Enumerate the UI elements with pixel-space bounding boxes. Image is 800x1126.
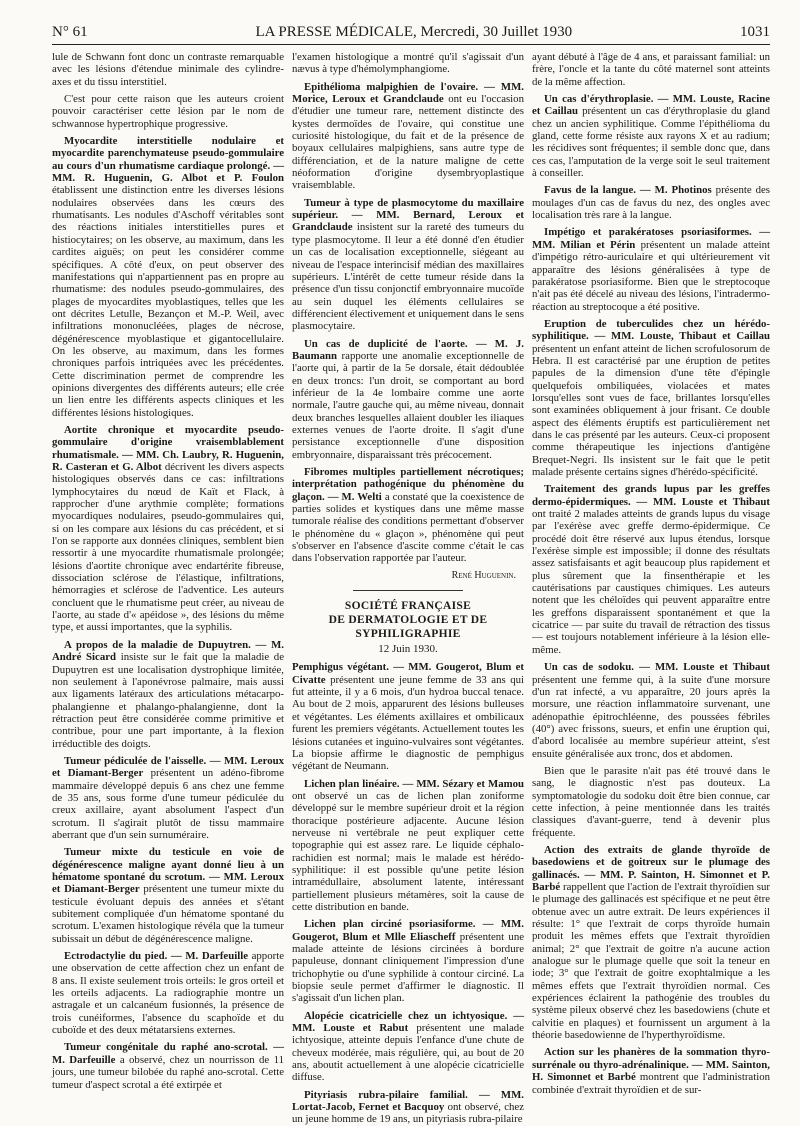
paragraph-text: présentent un cas d'érythroplasie du gland chez un ancien syphilitique. Comme l'épithélioma du gland, cette forme résiste aux rayons X et au radium; les récidives sont fréquentes; il semble donc que, dans ces cas, l'amputation de la verge soit le seul traitement à conseiller. bbox=[532, 105, 771, 180]
abstract-paragraph bbox=[292, 661, 524, 772]
abstract-paragraph bbox=[532, 844, 770, 1042]
society-title-line-2: DE DERMATOLOGIE ET DE SYPHILIGRAPHIE bbox=[328, 614, 488, 641]
page-header bbox=[52, 22, 770, 42]
abstract-heading: Fibromes multiples partiellement nécrotiques; interprétation pathogénique du phénomène du glaçon. — M. Welti bbox=[292, 466, 524, 503]
abstract-paragraph bbox=[292, 338, 524, 461]
society-title-line-1: SOCIÉTÉ FRANÇAISE bbox=[344, 600, 472, 613]
text-paragraph bbox=[292, 51, 524, 76]
paragraph-text: a constaté que la coexistence de parties solides et kystiques dans une même masse tumorale réalise des conditions permettant d'observer le phénomène du « glaçon », phénomène qui peut s'observer en l'absence d'ascite comme c'était le cas dans l'observation rapportée par l'auteur. bbox=[292, 490, 524, 565]
paragraph-text: présentent un adéno-fibrome mammaire développé depuis 6 ans chez une femme de 35 ans, sous forme d'une tumeur pédiculée du creux axillaire, ayant absolument l'aspect d'un scrotum. Il s'agirait plutôt de tissu mammaire aberrant que d'un sein surnuméraire. bbox=[52, 767, 284, 841]
text-paragraph bbox=[532, 765, 770, 839]
abstract-paragraph bbox=[532, 483, 770, 656]
abstract-paragraph bbox=[52, 755, 284, 841]
abstract-paragraph bbox=[52, 846, 284, 945]
paragraph-text: ayant débuté à l'âge de 4 ans, et paraissant familial: un frère, l'oncle et la tante du côté maternel sont atteints de la même affection. bbox=[532, 51, 770, 88]
header-rule bbox=[52, 44, 770, 45]
column-left bbox=[52, 51, 285, 1091]
abstract-heading: Tumeur mixte du testicule en voie de dégénérescence maligne ayant donné lieu à un hématome spontané du scrotum. — MM. Leroux et Diamant-Berger bbox=[52, 846, 284, 896]
column-middle bbox=[292, 51, 525, 1126]
paragraph-text: C'est pour cette raison que les auteurs croient pouvoir caractériser cette lésion par le nom de schwannose hypertrophique progressive. bbox=[52, 93, 284, 130]
abstract-paragraph bbox=[52, 135, 284, 419]
abstract-paragraph bbox=[52, 424, 284, 634]
abstract-paragraph bbox=[292, 778, 524, 914]
abstract-paragraph bbox=[52, 950, 284, 1036]
abstract-heading: Action sur les phanères de la sommation thyro-surrénale ou thyro-adrénalinique. — MM. Sainton, H. Simonnet et Barbé bbox=[532, 1046, 770, 1084]
section-divider bbox=[353, 590, 463, 591]
abstract-heading: Lichen plan circiné psoriasiforme. — MM. Gougerot, Blum et Mlle Eliascheff bbox=[292, 918, 524, 943]
paragraph-text: rapporte une anomalie exceptionnelle de l'aorte qui, à partir de la 5e dorsale, était dédoublée en deux troncs: l'un droit, se comportant au bord inférieur de la 4e lombaire comme une aorte normale, l'autre gauche qui, au même niveau, donnait deux branches lesquelles allaient doubler les iliaques externes venues de l'aorte droite. Il s'agit d'une persistance exceptionnelle d'une disposition embryonnaire, disparaissant très précocement. bbox=[292, 349, 524, 461]
paragraph-text: ont observé un cas de lichen plan zoniforme développé sur le membre supérieur droit et la région thoracique postérieure adjacente. Aucune lésion nerveuse ni vertébrale ne peut expliquer cette topographie qui est assez rare. Le liquide céphalo-rachidien est normal; mais le malade est hérédo-syphilitique: il est possible qu'une petite lésion intramédullaire, absolument latente, intéressant partiellement plusieurs métamères, soit la cause de cette distribution en bande. bbox=[292, 789, 524, 913]
paragraph-text: a observé, chez un nourrisson de 11 jours, une tumeur bilobée du raphé ano-scrotal. Cette tumeur d'aspect scrotal a été extirpée et bbox=[52, 1053, 284, 1091]
abstract-heading: Epithélioma malpighien de l'ovaire. — MM. Morice, Leroux et Grandclaude bbox=[292, 80, 524, 106]
paragraph-text: présentent une malade ichtyosique, atteinte depuis l'enfance d'une chute de cheveux modérée, mais régulière, qui, au bout de 20 ans, aboutit actuellement à une alopécie cicatricielle diffuse. bbox=[292, 1022, 525, 1084]
abstract-heading: Eruption de tuberculides chez un hérédo-syphilitique. — MM. Louste, Thibaut et Caillau bbox=[532, 317, 770, 343]
abstract-paragraph bbox=[532, 184, 770, 221]
paragraph-text: présente des moulages d'un cas de favus du nez, des ongles avec localisation très rare à la langue. bbox=[532, 184, 770, 222]
abstract-heading: Lichen plan linéaire. — MM. Sézary et Mamou bbox=[304, 777, 524, 790]
abstract-heading: Alopécie cicatricielle chez un ichtyosique. — MM. Louste et Rabut bbox=[292, 1009, 524, 1035]
abstract-paragraph bbox=[532, 93, 770, 179]
abstract-heading: Un cas de sodoku. — MM. Louste et Thibaut bbox=[544, 661, 770, 674]
paragraph-text: ont traité 2 malades atteints de grands lupus du visage par l'exérèse avec greffe dermo-épidermique. Ce procédé doit être réservé aux lupus étendus, lorsque l'exérèse simple est impossible; il donne des résultats assez satisfaisants et agit beaucoup plus rapidement et plus sûrement que la finsenthérapie et les cautérisations par caustiques chimiques. Les auteurs notent que les chéloïdes qui peuvent apparaître entre les greffons disparaissent spontanément et que la cicatrice — par suite du travail de rétraction des tissus — est toujours notablement inférieure à la lésion elle-même. bbox=[532, 508, 770, 656]
paragraph-text: présentent une femme qui, à la suite d'une morsure d'un rat infecté, a vu apparaître, 20 jours après la morsure, une réaction inflammatoire survenant, une adénopathie épitrochléenne, des poussées fébriles (40°) avec frissons, sueurs, et enfin une éruption qui, d'abord localisée au membre supérieur atteint, s'est ensuite généralisée aux tronc, dos et abdomen. bbox=[532, 673, 770, 760]
paragraph-text: présentent un enfant atteint de lichen scrofulosorum de Hebra. Il est caractérisé par une éruption de petites papules de la dimension d'une tête d'épingle quelquefois ombiliquées, violacées et mates lorsqu'elles sont vues de face, brillantes lorsqu'elles sont examinées obliquement à jour frisant. Ce double aspect des éléments éruptifs est particulièrement net dans le cas présenté par les auteurs. Ceux-ci proposent comme thérapeutique les injections d'antigène Brequet-Negri. Ils insistent sur le fait que le petit malade présente certains signes d'hérédo-spécificité. bbox=[532, 342, 770, 478]
abstract-heading: Favus de la langue. — M. Photinos bbox=[544, 184, 712, 197]
abstract-heading: Myocardite interstitielle nodulaire et myocardite parenchymateuse pseudo-gommulaire au cours d'un rhumatisme cardiaque prolongé. — MM. R. Huguenin, G. Albot et P. Foulon bbox=[52, 135, 284, 185]
abstract-heading: Tumeur à type de plasmocytome du maxillaire supérieur. — MM. Bernard, Leroux et Grandclaude bbox=[292, 196, 524, 234]
paragraph-text: présentent une malade atteinte de lésions circinées à bordure papuleuse, donnant cliniquement l'impression d'une trichophytie ou d'une syphilide à contour circiné. La biopsie seule permet d'affirmer le diagnostic. Il s'agissait d'un lichen plan. bbox=[292, 930, 525, 1005]
abstract-paragraph bbox=[52, 1041, 284, 1090]
abstract-heading: A propos de la maladie de Dupuytren. — M. André Sicard bbox=[52, 638, 284, 664]
text-paragraph bbox=[52, 93, 284, 130]
paragraph-text: ont observé, chez un jeune homme de 19 ans, un pityriasis rubra-pilaire bbox=[292, 1101, 524, 1126]
paragraph-text: présentent un malade atteint d'impétigo rétro-auriculaire et qui ultérieurement vit apparaître des lésions généralisées à type de parakératose psoriasiforme. Bien que le streptocoque n'ait pas été décelé au niveau des lésions, l'intradermo-réaction au streptocoque a été positive. bbox=[532, 238, 771, 313]
paragraph-text: insistent sur la rareté des tumeurs du type plasmocytome. Il leur a été donné d'en étudier un cas de localisation exceptionnelle, siégeant au niveau de l'espace interincisif médian des maxillaires supérieurs. L'intérêt de cette tumeur réside dans la présence d'un tissu conjonctif embryonnaire mucoïde au sein duquel les éléments cellulaires se différencient électivement et uniquement dans le sens plasmocytaire. bbox=[292, 221, 524, 333]
journal-title: LA PRESSE MÉDICALE, Mercredi, 30 Juillet 1930 bbox=[255, 23, 573, 40]
issue-number: N° 61 bbox=[52, 23, 88, 40]
abstract-paragraph bbox=[292, 466, 524, 565]
abstract-heading: Action des extraits de glande thyroïde de basedowiens et de goitreux sur le plumage des gallinacés. — MM. P. Sainton, H. Simonnet et P. Barbé bbox=[532, 843, 770, 893]
paragraph-text: lule de Schwann font donc un contraste remarquable avec les lésions d'étendue minimale des cylindre-axes et du tissu interstitiel. bbox=[52, 51, 284, 88]
abstract-paragraph bbox=[292, 197, 524, 333]
abstract-paragraph bbox=[292, 1089, 524, 1126]
abstract-heading: Un cas de duplicité de l'aorte. — M. J. Baumann bbox=[292, 337, 524, 362]
signature: René Huguenin. bbox=[451, 569, 516, 581]
abstract-paragraph bbox=[532, 318, 770, 478]
abstract-heading: Impétigo et parakératoses psoriasiformes. — MM. Milian et Périn bbox=[532, 226, 770, 251]
paragraph-text: décrivent les divers aspects histologiques observés dans ce cas: infiltrations lymphocytaires du nœud de Kaït et Flack, à rapprocher d'une arythmie complète; formations myocardiques nodulaires, pseudo-gommulaires qui, si on les compare aux lésions du cas précédent, et si l'on se rapporte aux données cliniques, semblent bien ressortir à une myocardite rhumatismale prolongée; lésions d'aortite chronique avec endartérite fibreuse, dissociation sclérose de l'élastique, infiltrations, hémorragies et sclérose de l'adventice. Les auteurs concluent que le rhumatisme peut créer, au niveau de l'aorte, au stade d'« apéidose », des lésions du même type, et aussi importantes, que la syphilis. bbox=[52, 461, 284, 634]
paragraph-text: présentent une jeune femme de 33 ans qui fut atteinte, il y a 6 mois, d'un hydroa buccal tenace. Au bout de 2 mois, apparurent des lésions bulleuses et végétantes. Les éléments axillaires et ombilicaux furent les premiers végétants. Actuellement toutes les lésions cutanées et inguino-vulvaires sont végétantes. La biopsie affirme le diagnostic de pemphigus végétant de Neumann. bbox=[292, 673, 524, 773]
abstract-paragraph bbox=[292, 81, 524, 192]
session-date: 12 Juin 1930. bbox=[378, 643, 438, 656]
paragraph-text: présentent une tumeur mixte du testicule évoluant depuis des années et s'étant subitement compliquée d'un hématome spontané du scrotum. L'examen histologique révéla que la tumeur subissait un début de dégénérescence maligne. bbox=[52, 883, 285, 945]
paragraph-text: insiste sur le fait que la maladie de Dupuytren est une localisation dystrophique limitée, non seulement à l'aponévrose palmaire, mais aussi aux ligaments latéraux des articulations métacarpo-phalangienne et phalango-phalangienne, dont la rétraction peut être considérée comme primitive et contribue, pour une part importante, à la flexion irréductible des doigts. bbox=[52, 651, 284, 750]
abstract-heading: Pityriasis rubra-pilaire familial. — MM. Lortat-Jacob, Fernet et Bacquoy bbox=[292, 1088, 524, 1114]
page-number: 1031 bbox=[740, 23, 770, 40]
abstract-paragraph bbox=[532, 1046, 770, 1095]
abstract-paragraph bbox=[52, 639, 284, 750]
abstract-heading: Ectrodactylie du pied. — M. Darfeuille bbox=[64, 950, 248, 963]
abstract-heading: Pemphigus végétant. — MM. Gougerot, Blum et Civatte bbox=[292, 661, 524, 686]
text-paragraph bbox=[532, 51, 770, 88]
paragraph-text: rappellent que l'action de l'extrait thyroïdien sur le plumage des gallinacés est spécifique et ne peut être obtenue avec un autre extrait. De leurs expériences il résulte: 1° que l'extrait de corps thyroïde humain produit les mêmes effets que l'extrait thyroïdien animal; 2° que l'extrait de goitre n'a aucune action analogue sur le plumage quelle que soit la teneur en iode; 3° que l'extrait de goitre exophtalmique a les mêmes effets que l'extrait thyroïdien normal. Ces expériences éclairent la pathogénie des troubles du système pileux observé chez les basedowiens (chute et calvitie en plaques) et fournissent un argument à la théorie basedowienne de l'hyperthyroïdisme. bbox=[532, 881, 770, 1042]
abstract-paragraph bbox=[532, 661, 770, 760]
paragraph-text: ont eu l'occasion d'étudier une tumeur rare, nettement distincte des kystes dermoïdes de l'ovaire, qui constitue une curiosité histologique, du fait et de la présence de boyaux cellulaires malpighiens, sans autre type de différenciation, et de la nature maligne de cette néoformation d'origine dysembryoplastique vraisemblable. bbox=[292, 93, 524, 192]
column-right bbox=[532, 51, 771, 1096]
abstract-paragraph bbox=[532, 226, 770, 312]
abstract-paragraph bbox=[292, 918, 524, 1004]
abstract-heading: Aortite chronique et myocardite pseudo-gommulaire d'origine vraisemblablement rhumatismale. — MM. Ch. Laubry, R. Huguenin, R. Casteran et G. Albot bbox=[52, 423, 284, 473]
abstract-heading: Tumeur pédiculée de l'aisselle. — MM. Leroux et Diamant-Berger bbox=[52, 754, 284, 780]
abstract-heading: Tumeur congénitale du raphé ano-scrotal. — M. Darfeuille bbox=[52, 1041, 284, 1066]
abstract-heading: Traitement des grands lupus par les greffes dermo-épidermiques. — MM. Louste et Thibaut bbox=[532, 483, 770, 508]
paragraph-text: l'examen histologique a montré qu'il s'agissait d'un nævus à type d'hémolymphangiome. bbox=[292, 51, 524, 76]
abstract-paragraph bbox=[292, 1010, 524, 1084]
paragraph-text: apporte une observation de cette affection chez un enfant de 8 ans. Il existe seulement trois orteils: le gros orteil et les orteils adjacents. La radiographie montre un astragale et un calcanéum fusionnés, la présence de trois cunéiformes, l'absence du scaphoïde et du cuboïde et des deux métatarsiens externes. bbox=[52, 950, 284, 1037]
text-paragraph bbox=[52, 51, 284, 88]
paragraph-text: établissent une distinction entre les diverses lésions nodulaires observées dans les cœurs des rhumatisants. Les nodules d'Aschoff véritables sont des réactions initiales interstitielles pures et histiocytaires; on les observe, au maximum, dans les cardites aiguës; on peut les considérer comme spécifiques. A côté d'eux, on peut observer des manifestations qui n'appartiennent pas en propre au rhumatisme: des nodules pseudo-gommulaires, des plages de myocardites myoblastiques, telles que les ont décrites Letulle, Bezançon et M.-P. Weil, avec infiltrations mononucléées, plages de nécrose, dégénérescence myoblastique et gigantocellulaire. On les observe, au maximum, dans les formes chroniques parfois intriquées avec les précédentes. Cette discrimination permet de comprendre les opinions divergentes des différents auteurs; elle crée un lien entre les différents aspects cliniques et les différentes lésions histologiques. bbox=[52, 184, 284, 419]
society-title bbox=[292, 599, 524, 641]
paragraph-text: Bien que le parasite n'ait pas été trouvé dans le sang, le diagnostic n'est pas douteux. La symptomatologie du sodoku doit être bien connue, car cette infection, à peine mentionnée dans les traités classiques d'avant-guerre, tend à devenir plus fréquente. bbox=[532, 764, 770, 839]
paragraph-text: montrent que l'administration combinée d'extrait thyroïdien et de sur- bbox=[532, 1071, 770, 1096]
abstract-heading: Un cas d'érythroplasie. — MM. Louste, Racine et Caillau bbox=[532, 93, 770, 118]
